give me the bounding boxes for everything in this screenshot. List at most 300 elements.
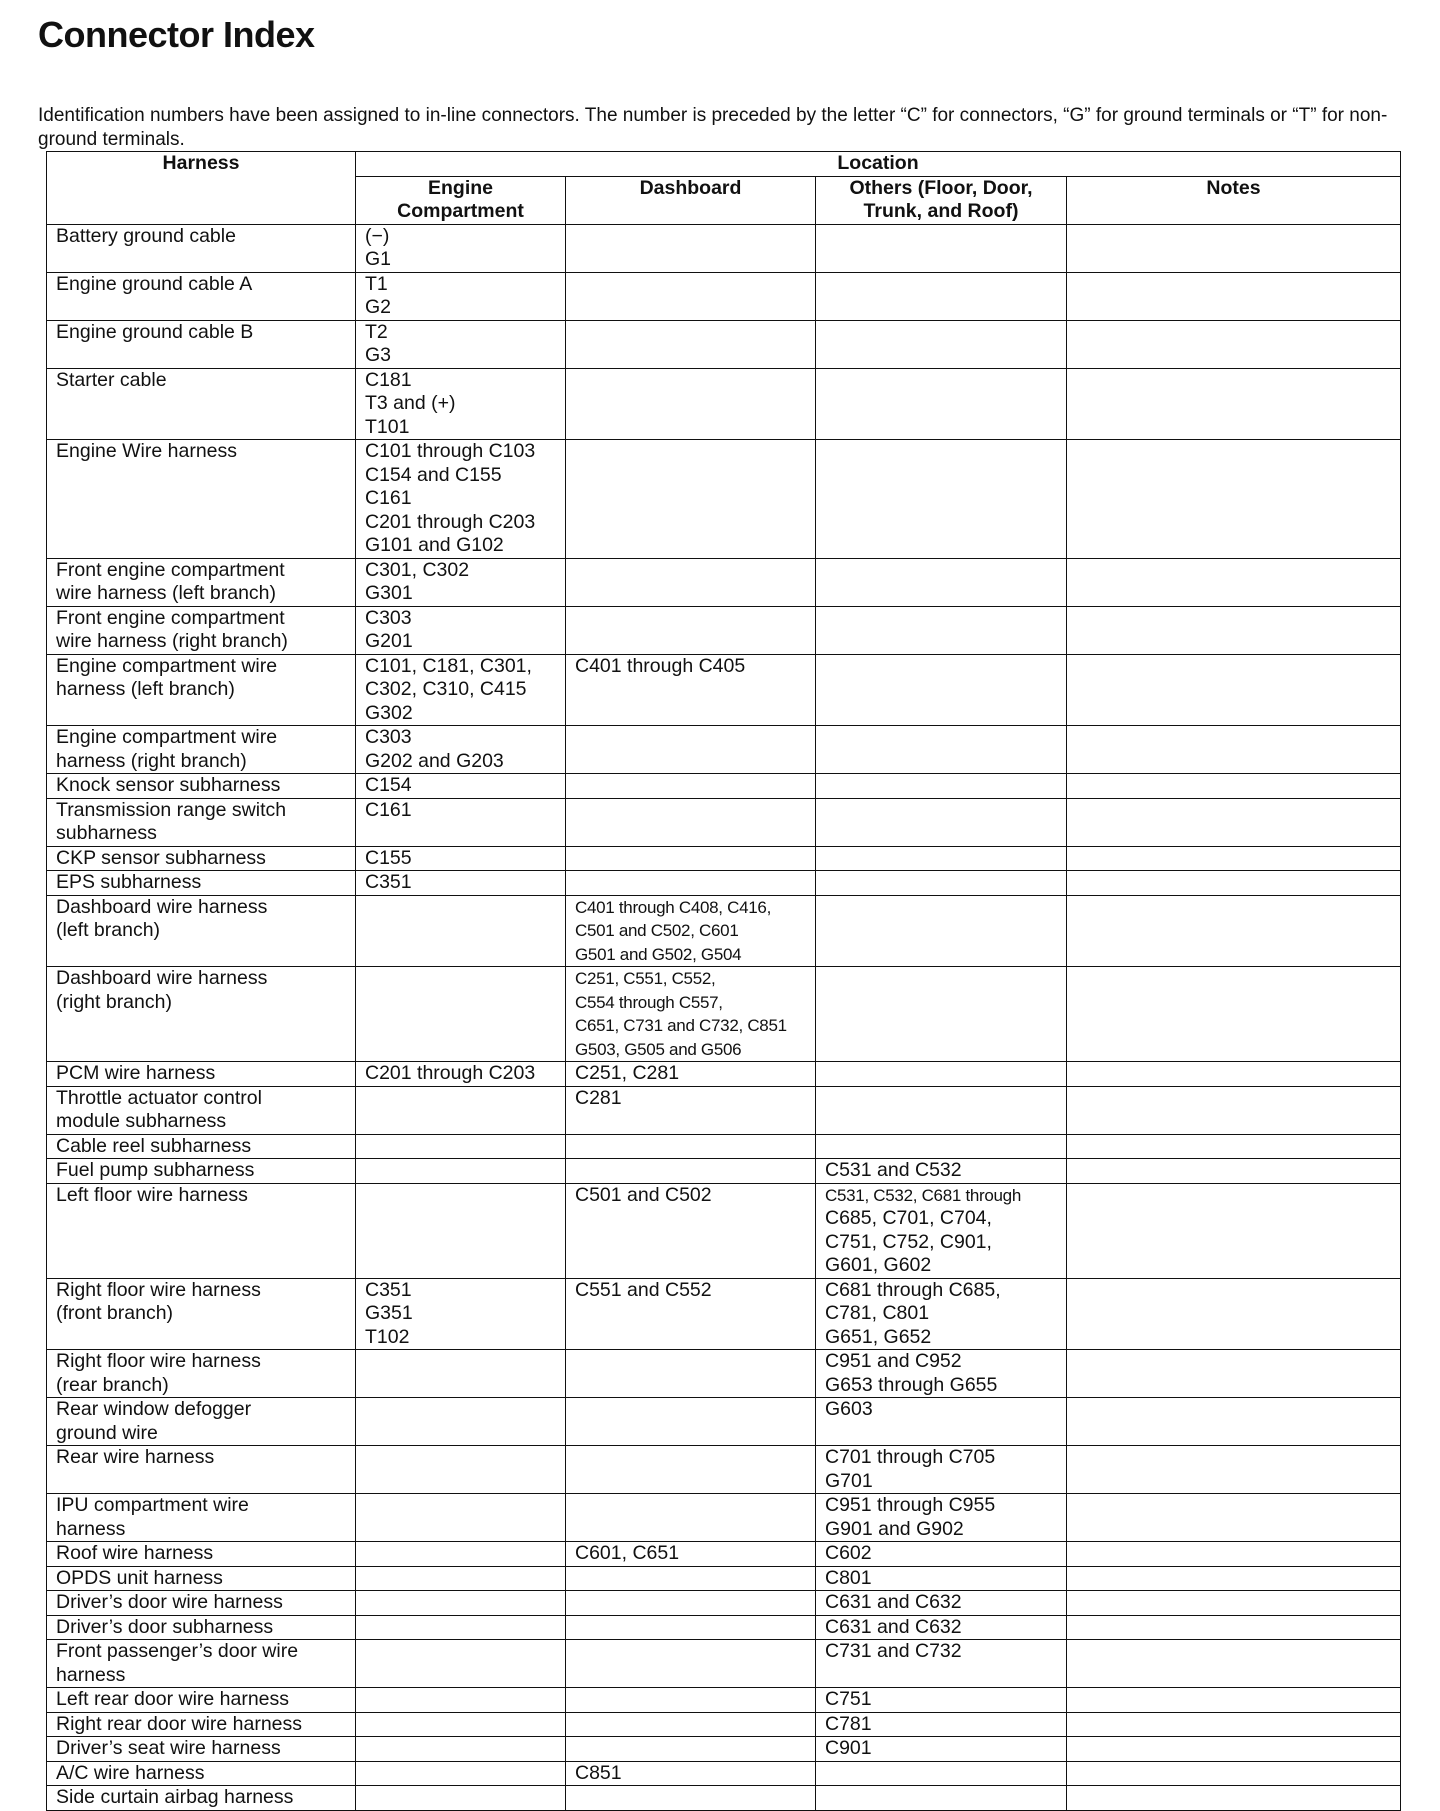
dashboard-cell xyxy=(566,871,816,896)
harness-cell xyxy=(47,1086,356,1134)
harness-cell xyxy=(47,1591,356,1616)
notes-cell xyxy=(1067,1688,1401,1713)
engine-line: C302, C310, C415 xyxy=(365,678,527,700)
engine-line: G101 and G102 xyxy=(365,534,504,556)
table-row xyxy=(47,654,1401,726)
engine-compartment-cell xyxy=(356,967,566,1062)
harness-line: Front passenger’s door wire xyxy=(56,1640,299,1662)
notes-cell xyxy=(1067,1786,1401,1811)
engine-compartment-cell xyxy=(356,1737,566,1762)
harness-line: Engine Wire harness xyxy=(56,440,238,462)
dashboard-cell xyxy=(566,368,816,440)
engine-line: G202 and G203 xyxy=(365,749,504,772)
harness-cell xyxy=(47,1446,356,1494)
engine-line: C161 xyxy=(365,798,412,821)
notes-cell xyxy=(1067,272,1401,320)
others-line: C781, C801 xyxy=(825,1302,930,1324)
engine-compartment-cell xyxy=(356,1761,566,1786)
engine-compartment-cell xyxy=(356,320,566,368)
table-row xyxy=(47,1688,1401,1713)
notes-cell xyxy=(1067,1278,1401,1350)
others-line: C631 and C632 xyxy=(825,1591,962,1613)
engine-compartment-cell xyxy=(356,224,566,272)
others-cell xyxy=(816,1640,1067,1688)
engine-line: C303 xyxy=(365,606,412,629)
harness-cell xyxy=(47,967,356,1062)
dashboard-cell xyxy=(566,798,816,846)
table-row xyxy=(47,440,1401,559)
table-row xyxy=(47,1786,1401,1811)
connector-index-table xyxy=(46,151,1401,1811)
header-engine-line2: Compartment xyxy=(397,200,524,222)
others-cell xyxy=(816,1712,1067,1737)
others-line: G651, G652 xyxy=(825,1325,932,1348)
others-cell xyxy=(816,1591,1067,1616)
dashboard-cell xyxy=(566,1159,816,1184)
engine-compartment-cell xyxy=(356,368,566,440)
engine-compartment-cell xyxy=(356,558,566,606)
others-cell xyxy=(816,1688,1067,1713)
engine-compartment-cell xyxy=(356,1183,566,1278)
others-cell xyxy=(816,1446,1067,1494)
others-cell xyxy=(816,606,1067,654)
header-engine-line1: Engine xyxy=(427,176,493,199)
table-row xyxy=(47,320,1401,368)
table-row xyxy=(47,1183,1401,1278)
notes-cell xyxy=(1067,1591,1401,1616)
harness-line: Driver’s seat wire harness xyxy=(56,1737,281,1759)
engine-line: C301, C302 xyxy=(365,558,470,581)
dashboard-line: C851 xyxy=(575,1761,622,1784)
engine-compartment-cell xyxy=(356,1786,566,1811)
harness-line: Engine ground cable B xyxy=(56,320,254,343)
harness-cell xyxy=(47,1494,356,1542)
harness-cell xyxy=(47,1278,356,1350)
engine-compartment-cell xyxy=(356,272,566,320)
engine-line: G201 xyxy=(365,630,413,652)
engine-compartment-cell xyxy=(356,1086,566,1134)
others-line: C781 xyxy=(825,1712,872,1735)
engine-compartment-cell xyxy=(356,1350,566,1398)
table-row xyxy=(47,1350,1401,1398)
engine-line: T2 xyxy=(365,320,388,343)
intro-paragraph: Identification numbers have been assigned to in-line connectors. The number is preceded by the letter “C” for connectors, “G” for ground terminals or “T” for non-ground terminals. xyxy=(38,105,1388,150)
dashboard-cell xyxy=(566,1640,816,1688)
dashboard-cell xyxy=(566,1134,816,1159)
table-row xyxy=(47,895,1401,967)
notes-cell xyxy=(1067,606,1401,654)
dashboard-cell xyxy=(566,967,816,1062)
engine-compartment-cell xyxy=(356,726,566,774)
harness-line: Right rear door wire harness xyxy=(56,1712,303,1735)
table-row xyxy=(47,1159,1401,1184)
harness-cell xyxy=(47,774,356,799)
notes-cell xyxy=(1067,1062,1401,1087)
others-cell xyxy=(816,895,1067,967)
harness-line: A/C wire harness xyxy=(56,1761,205,1784)
harness-line: Left floor wire harness xyxy=(56,1183,248,1206)
others-line: G901 and G902 xyxy=(825,1517,964,1540)
harness-line: harness xyxy=(56,1517,126,1540)
table-row xyxy=(47,1134,1401,1159)
dashboard-line: C401 through C405 xyxy=(575,654,746,677)
page-title: Connector Index xyxy=(38,14,315,55)
harness-line: Dashboard wire harness xyxy=(56,895,268,918)
dashboard-cell xyxy=(566,1712,816,1737)
others-cell xyxy=(816,272,1067,320)
harness-line: Battery ground cable xyxy=(56,224,236,247)
notes-cell xyxy=(1067,1737,1401,1762)
dashboard-cell xyxy=(566,1566,816,1591)
dashboard-cell xyxy=(566,1398,816,1446)
others-cell xyxy=(816,440,1067,559)
others-line: G603 xyxy=(825,1398,873,1420)
harness-line: Fuel pump subharness xyxy=(56,1159,255,1181)
harness-cell xyxy=(47,726,356,774)
table-row xyxy=(47,871,1401,896)
dashboard-line: C401 through C408, C416, xyxy=(575,897,771,917)
engine-compartment-cell xyxy=(356,1062,566,1087)
harness-cell xyxy=(47,1350,356,1398)
harness-line: harness xyxy=(56,1663,126,1686)
harness-line: wire harness (right branch) xyxy=(56,630,288,652)
others-line: C531, C532, C681 through xyxy=(825,1185,1021,1205)
engine-line: C155 xyxy=(365,846,412,869)
engine-compartment-cell xyxy=(356,895,566,967)
others-line: C951 and C952 xyxy=(825,1350,962,1372)
dashboard-cell xyxy=(566,558,816,606)
dashboard-cell xyxy=(566,272,816,320)
harness-line: Driver’s door subharness xyxy=(56,1615,274,1638)
harness-cell xyxy=(47,1786,356,1811)
engine-line: (−) xyxy=(365,224,390,247)
table-row xyxy=(47,1737,1401,1762)
dashboard-line: C651, C731 and C732, C851 xyxy=(575,1016,787,1035)
harness-line: Throttle actuator control xyxy=(56,1086,262,1109)
others-cell xyxy=(816,1494,1067,1542)
harness-line: EPS subharness xyxy=(56,871,202,893)
harness-cell xyxy=(47,320,356,368)
harness-line: ground wire xyxy=(56,1421,158,1444)
harness-line: Side curtain airbag harness xyxy=(56,1786,294,1808)
engine-line: C303 xyxy=(365,726,412,748)
table-row xyxy=(47,1494,1401,1542)
header-others-line1: Others (Floor, Door, xyxy=(849,176,1033,199)
dashboard-line: C601, C651 xyxy=(575,1542,680,1564)
header-harness: Harness xyxy=(47,152,356,225)
notes-cell xyxy=(1067,1446,1401,1494)
harness-line: harness (right branch) xyxy=(56,749,247,772)
engine-compartment-cell xyxy=(356,1398,566,1446)
engine-line: T101 xyxy=(365,415,410,438)
table-row xyxy=(47,967,1401,1062)
notes-cell xyxy=(1067,1615,1401,1640)
dashboard-cell xyxy=(566,1591,816,1616)
dashboard-cell xyxy=(566,1688,816,1713)
notes-cell xyxy=(1067,1350,1401,1398)
others-cell xyxy=(816,1398,1067,1446)
harness-line: Starter cable xyxy=(56,368,167,391)
others-cell xyxy=(816,558,1067,606)
notes-cell xyxy=(1067,1183,1401,1278)
harness-line: Engine compartment wire xyxy=(56,726,278,748)
harness-cell xyxy=(47,368,356,440)
engine-line: G1 xyxy=(365,248,392,270)
others-line: G701 xyxy=(825,1469,873,1492)
harness-line: Right floor wire harness xyxy=(56,1278,261,1301)
harness-cell xyxy=(47,1566,356,1591)
others-cell xyxy=(816,1542,1067,1567)
others-cell xyxy=(816,1737,1067,1762)
notes-cell xyxy=(1067,368,1401,440)
dashboard-line: C251, C551, C552, xyxy=(575,969,716,988)
engine-compartment-cell xyxy=(356,1278,566,1350)
notes-cell xyxy=(1067,1566,1401,1591)
harness-line: Rear wire harness xyxy=(56,1446,215,1468)
notes-cell xyxy=(1067,440,1401,559)
table-row xyxy=(47,1712,1401,1737)
engine-compartment-cell xyxy=(356,1494,566,1542)
header-location: Location xyxy=(356,152,1401,177)
notes-cell xyxy=(1067,558,1401,606)
others-line: C701 through C705 xyxy=(825,1446,996,1468)
engine-line: G301 xyxy=(365,582,413,604)
others-cell xyxy=(816,1183,1067,1278)
engine-line: C161 xyxy=(365,487,412,509)
harness-cell xyxy=(47,1688,356,1713)
harness-line: subharness xyxy=(56,822,157,844)
notes-cell xyxy=(1067,654,1401,726)
table-body xyxy=(47,224,1401,1810)
dashboard-line: C281 xyxy=(575,1086,622,1109)
engine-compartment-cell xyxy=(356,1446,566,1494)
others-line: G601, G602 xyxy=(825,1254,932,1276)
harness-line: module subharness xyxy=(56,1110,227,1132)
engine-compartment-cell xyxy=(356,606,566,654)
dashboard-cell xyxy=(566,320,816,368)
engine-line: T3 and (+) xyxy=(365,392,456,414)
header-others-line2: Trunk, and Roof) xyxy=(863,200,1019,222)
others-cell xyxy=(816,798,1067,846)
dashboard-cell xyxy=(566,606,816,654)
engine-compartment-cell xyxy=(356,846,566,871)
table-row xyxy=(47,224,1401,272)
dashboard-line: C554 through C557, xyxy=(575,992,723,1012)
notes-cell xyxy=(1067,1494,1401,1542)
others-line: C531 and C532 xyxy=(825,1159,962,1181)
harness-cell xyxy=(47,871,356,896)
table-row xyxy=(47,368,1401,440)
harness-line: (right branch) xyxy=(56,990,172,1013)
notes-cell xyxy=(1067,871,1401,896)
others-cell xyxy=(816,1086,1067,1134)
harness-cell xyxy=(47,1134,356,1159)
others-cell xyxy=(816,368,1067,440)
others-cell xyxy=(816,1159,1067,1184)
engine-compartment-cell xyxy=(356,654,566,726)
notes-cell xyxy=(1067,1761,1401,1786)
harness-cell xyxy=(47,1640,356,1688)
dashboard-cell xyxy=(566,224,816,272)
header-others xyxy=(816,176,1067,224)
others-cell xyxy=(816,320,1067,368)
harness-cell xyxy=(47,1062,356,1087)
dashboard-cell xyxy=(566,1615,816,1640)
engine-compartment-cell xyxy=(356,1688,566,1713)
engine-compartment-cell xyxy=(356,1712,566,1737)
header-row-top xyxy=(47,152,1401,177)
dashboard-cell xyxy=(566,1062,816,1087)
harness-cell xyxy=(47,1542,356,1567)
dashboard-cell xyxy=(566,1737,816,1762)
dashboard-line: C251, C281 xyxy=(575,1062,680,1084)
harness-cell xyxy=(47,1712,356,1737)
others-line: C901 xyxy=(825,1737,872,1759)
others-line: C751, C752, C901, xyxy=(825,1230,992,1253)
harness-line: Roof wire harness xyxy=(56,1542,214,1564)
engine-compartment-cell xyxy=(356,1134,566,1159)
others-line: C631 and C632 xyxy=(825,1615,962,1638)
table-row xyxy=(47,606,1401,654)
others-cell xyxy=(816,1615,1067,1640)
table-row xyxy=(47,558,1401,606)
others-cell xyxy=(816,654,1067,726)
notes-cell xyxy=(1067,1134,1401,1159)
engine-line: C101, C181, C301, xyxy=(365,654,532,677)
others-cell xyxy=(816,726,1067,774)
notes-cell xyxy=(1067,1712,1401,1737)
table-row xyxy=(47,1278,1401,1350)
dashboard-cell xyxy=(566,895,816,967)
dashboard-cell xyxy=(566,1350,816,1398)
harness-line: Rear window defogger xyxy=(56,1398,252,1420)
harness-cell xyxy=(47,1183,356,1278)
engine-line: G302 xyxy=(365,701,413,724)
harness-cell xyxy=(47,224,356,272)
dashboard-cell xyxy=(566,1446,816,1494)
engine-compartment-cell xyxy=(356,798,566,846)
harness-line: Front engine compartment xyxy=(56,606,285,629)
others-cell xyxy=(816,1350,1067,1398)
harness-line: Engine compartment wire xyxy=(56,654,278,677)
dashboard-cell xyxy=(566,654,816,726)
harness-line: Left rear door wire harness xyxy=(56,1688,290,1710)
harness-line: Right floor wire harness xyxy=(56,1350,261,1372)
notes-cell xyxy=(1067,1159,1401,1184)
harness-cell xyxy=(47,1737,356,1762)
engine-compartment-cell xyxy=(356,774,566,799)
others-cell xyxy=(816,1134,1067,1159)
engine-line: C201 through C203 xyxy=(365,1062,536,1084)
notes-cell xyxy=(1067,1086,1401,1134)
engine-compartment-cell xyxy=(356,1591,566,1616)
others-cell xyxy=(816,774,1067,799)
harness-line: PCM wire harness xyxy=(56,1062,216,1084)
table-row xyxy=(47,1542,1401,1567)
harness-line: Front engine compartment xyxy=(56,558,285,581)
table-row xyxy=(47,798,1401,846)
table-row xyxy=(47,774,1401,799)
harness-line: wire harness (left branch) xyxy=(56,582,277,604)
harness-line: Driver’s door wire harness xyxy=(56,1591,283,1613)
engine-line: G3 xyxy=(365,344,392,366)
others-cell xyxy=(816,967,1067,1062)
dashboard-line: C501 and C502, C601 xyxy=(575,921,739,940)
others-line: C681 through C685, xyxy=(825,1278,1001,1301)
others-cell xyxy=(816,871,1067,896)
engine-line: C154 and C155 xyxy=(365,463,502,486)
engine-compartment-cell xyxy=(356,1542,566,1567)
header-dashboard: Dashboard xyxy=(566,176,816,224)
header-notes: Notes xyxy=(1067,176,1401,224)
notes-cell xyxy=(1067,774,1401,799)
harness-cell xyxy=(47,895,356,967)
engine-compartment-cell xyxy=(356,440,566,559)
engine-compartment-cell xyxy=(356,1566,566,1591)
harness-line: (rear branch) xyxy=(56,1373,169,1396)
engine-compartment-cell xyxy=(356,1615,566,1640)
table-row xyxy=(47,1398,1401,1446)
engine-line: C181 xyxy=(365,368,412,391)
harness-cell xyxy=(47,654,356,726)
others-line: C685, C701, C704, xyxy=(825,1207,992,1229)
notes-cell xyxy=(1067,1640,1401,1688)
harness-line: OPDS unit harness xyxy=(56,1566,223,1589)
table-row xyxy=(47,1086,1401,1134)
others-cell xyxy=(816,1566,1067,1591)
engine-compartment-cell xyxy=(356,871,566,896)
table-row xyxy=(47,846,1401,871)
harness-cell xyxy=(47,272,356,320)
harness-line: Engine ground cable A xyxy=(56,272,253,295)
others-cell xyxy=(816,846,1067,871)
others-cell xyxy=(816,1761,1067,1786)
harness-line: Knock sensor subharness xyxy=(56,774,281,796)
dashboard-cell xyxy=(566,1786,816,1811)
notes-cell xyxy=(1067,895,1401,967)
notes-cell xyxy=(1067,846,1401,871)
table-row xyxy=(47,272,1401,320)
table-row xyxy=(47,1615,1401,1640)
others-line: C602 xyxy=(825,1542,872,1564)
harness-cell xyxy=(47,606,356,654)
dashboard-cell xyxy=(566,774,816,799)
engine-line: C351 xyxy=(365,871,412,893)
harness-line: Transmission range switch xyxy=(56,798,287,821)
harness-cell xyxy=(47,1761,356,1786)
dashboard-cell xyxy=(566,1761,816,1786)
harness-cell xyxy=(47,440,356,559)
table-row xyxy=(47,1062,1401,1087)
others-cell xyxy=(816,224,1067,272)
others-line: C731 and C732 xyxy=(825,1640,962,1662)
others-line: C801 xyxy=(825,1566,872,1589)
dashboard-cell xyxy=(566,1278,816,1350)
harness-line: (left branch) xyxy=(56,919,161,941)
notes-cell xyxy=(1067,798,1401,846)
dashboard-cell xyxy=(566,846,816,871)
others-cell xyxy=(816,1278,1067,1350)
dashboard-cell xyxy=(566,1542,816,1567)
harness-cell xyxy=(47,1159,356,1184)
table-row xyxy=(47,1761,1401,1786)
table-row xyxy=(47,1591,1401,1616)
engine-line: C101 through C103 xyxy=(365,440,536,462)
harness-cell xyxy=(47,1398,356,1446)
engine-line: C154 xyxy=(365,774,412,796)
notes-cell xyxy=(1067,1542,1401,1567)
engine-compartment-cell xyxy=(356,1640,566,1688)
